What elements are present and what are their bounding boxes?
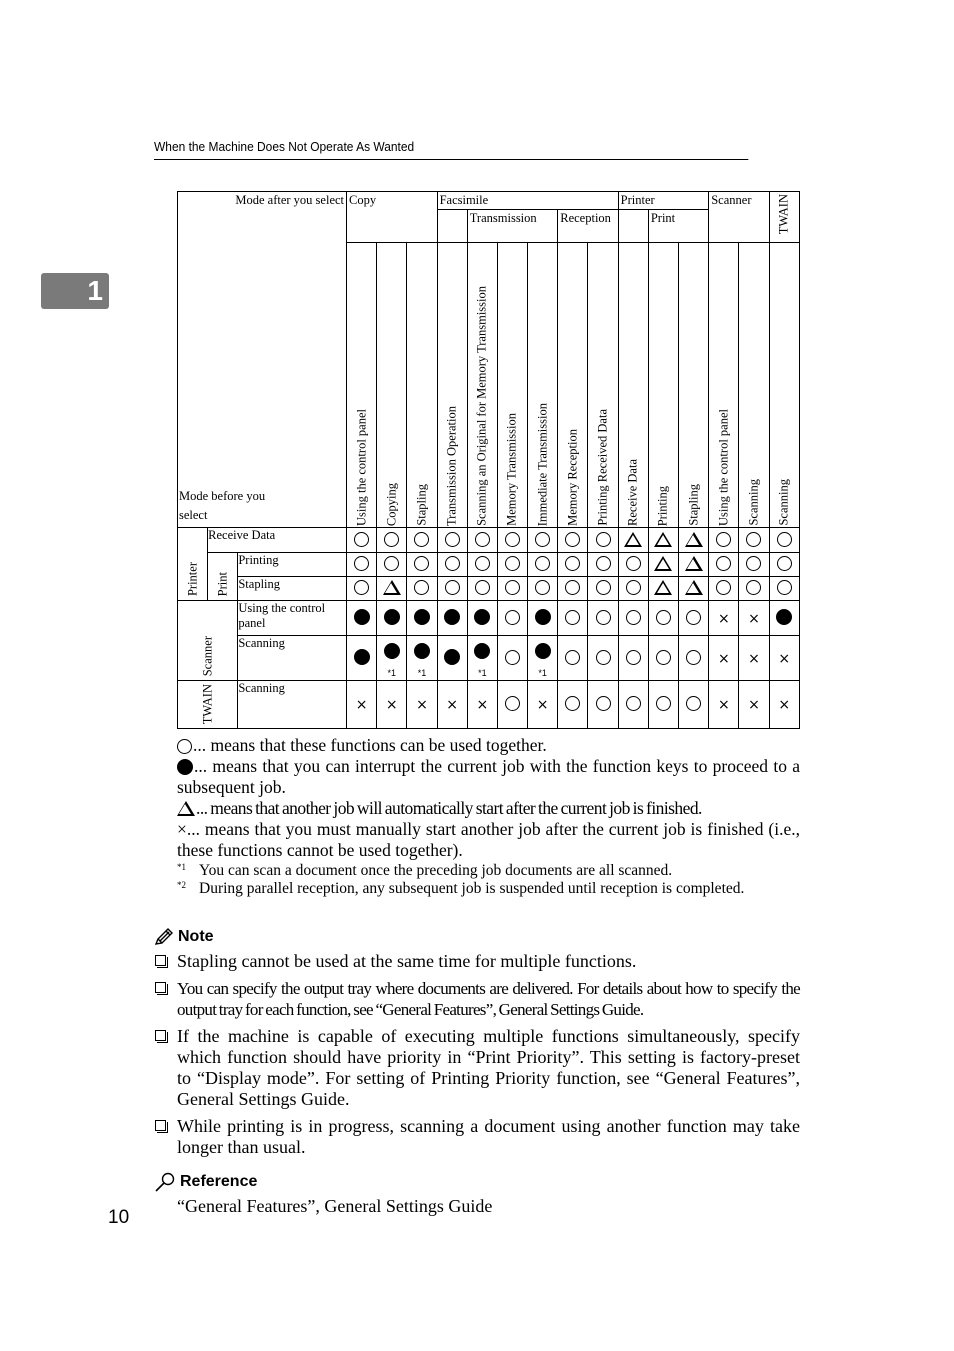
open-circle-icon <box>716 556 731 571</box>
mark-cell <box>769 681 799 729</box>
open-circle-icon <box>565 650 580 665</box>
triangle-icon <box>685 556 703 571</box>
mark-cell <box>467 601 497 636</box>
filled-circle-icon <box>444 649 460 665</box>
open-circle-icon <box>535 532 550 547</box>
filled-circle-icon <box>474 609 490 625</box>
filled-circle-icon <box>474 643 490 659</box>
mark-cell <box>618 601 648 636</box>
fax-spacer <box>437 210 467 243</box>
open-circle-icon <box>626 610 641 625</box>
filled-circle-icon <box>177 759 193 775</box>
group-twain-label: TWAIN <box>776 194 791 235</box>
cross-icon: × <box>778 697 791 713</box>
note-item: Stapling cannot be used at the same time for multiple functions. <box>154 951 800 972</box>
open-circle-icon <box>445 580 460 595</box>
mark-cell <box>437 681 467 729</box>
reference-heading: Reference <box>154 1172 257 1192</box>
mark-cell <box>528 553 558 577</box>
legend <box>177 735 800 861</box>
cross-icon: × <box>446 697 459 713</box>
filled-circle-icon <box>776 609 792 625</box>
legend-open: ... means that these functions can be used together. <box>177 735 800 756</box>
mark-cell <box>528 577 558 601</box>
mark-cell <box>528 636 558 681</box>
mark-cell <box>769 553 799 577</box>
open-circle-icon <box>177 739 192 754</box>
open-circle-icon <box>626 650 641 665</box>
row-label: Receive Data <box>208 528 347 553</box>
column-header: Using the control panel <box>709 243 739 528</box>
open-circle-icon <box>596 556 611 571</box>
mark-cell <box>558 636 588 681</box>
mark-cell <box>588 636 618 681</box>
open-circle-icon <box>777 532 792 547</box>
mark-cell <box>558 577 588 601</box>
pencil-icon <box>154 928 174 946</box>
table-row <box>178 636 800 681</box>
open-circle-icon <box>596 532 611 547</box>
open-circle-icon <box>414 556 429 571</box>
group-copy: Copy <box>347 192 438 243</box>
mark-cell <box>769 636 799 681</box>
open-circle-icon <box>596 696 611 711</box>
mark-cell <box>528 681 558 729</box>
mark-cell <box>679 528 709 553</box>
column-header: Immediate Transmission <box>528 243 558 528</box>
open-circle-icon <box>475 532 490 547</box>
cross-icon: × <box>748 610 760 627</box>
mark-cell <box>377 577 407 601</box>
open-circle-icon <box>716 580 731 595</box>
column-header: Printing Received Data <box>588 243 618 528</box>
filled-circle-icon <box>535 643 551 659</box>
mark-cell <box>679 681 709 729</box>
magnifier-icon <box>154 1172 176 1192</box>
mark-cell <box>467 577 497 601</box>
mark-cell <box>437 601 467 636</box>
filled-circle-icon <box>444 609 460 625</box>
open-circle-icon <box>626 696 641 711</box>
triangle-icon <box>685 532 703 547</box>
mark-cell <box>347 528 377 553</box>
mark-cell <box>739 553 769 577</box>
row-label: Stapling <box>238 577 347 601</box>
mark-cell <box>618 528 648 553</box>
group-print: Print <box>648 210 708 243</box>
mark-cell <box>588 681 618 729</box>
row-group-twain: TWAIN <box>178 681 238 729</box>
mark-cell <box>588 577 618 601</box>
mark-cell <box>679 577 709 601</box>
mark-cell <box>407 528 437 553</box>
triangle-icon <box>383 580 401 595</box>
page-number: 10 <box>108 1207 130 1228</box>
column-header: Copying <box>377 243 407 528</box>
mark-cell <box>347 601 377 636</box>
mark-cell <box>558 553 588 577</box>
mark-cell <box>377 681 407 729</box>
mark-cell <box>739 601 769 636</box>
row-group-printer: Printer <box>178 528 208 601</box>
mark-cell <box>407 636 437 681</box>
column-header: Stapling <box>407 243 437 528</box>
mark-cell <box>769 528 799 553</box>
column-header: Memory Reception <box>558 243 588 528</box>
mark-cell <box>407 553 437 577</box>
mark-cell <box>648 577 678 601</box>
open-circle-icon <box>505 696 520 711</box>
cross-icon: × <box>748 697 760 713</box>
open-circle-icon <box>626 580 641 595</box>
printer-spacer <box>618 210 648 243</box>
open-circle-icon <box>565 532 580 547</box>
row-label: Scanning <box>238 681 347 729</box>
mark-cell <box>739 636 769 681</box>
mark-cell <box>709 681 739 729</box>
checkbox-bullet-icon <box>155 1030 166 1041</box>
open-circle-icon <box>626 556 641 571</box>
mark-cell <box>407 681 437 729</box>
footnote: *2 During parallel reception, any subsequent job is suspended until reception is completed. <box>177 879 745 897</box>
mark-cell <box>377 601 407 636</box>
open-circle-icon <box>505 556 520 571</box>
filled-circle-icon <box>535 609 551 625</box>
mark-cell <box>679 601 709 636</box>
mark-cell <box>497 601 527 636</box>
note-heading: Note <box>154 928 214 946</box>
reference-text: “General Features”, General Settings Guide <box>177 1196 493 1216</box>
mark-cell <box>497 553 527 577</box>
open-circle-icon <box>656 696 671 711</box>
row-group-scanner: Scanner <box>178 601 238 681</box>
mark-cell <box>648 636 678 681</box>
table-row <box>178 577 800 601</box>
mark-cell <box>528 601 558 636</box>
checkbox-bullet-icon <box>155 982 166 993</box>
cross-icon: × <box>778 650 791 667</box>
cross-icon: × <box>355 697 368 713</box>
mark-cell <box>497 636 527 681</box>
column-header: Transmission Operation <box>437 243 467 528</box>
cross-icon: × <box>385 697 398 713</box>
open-circle-icon <box>565 610 580 625</box>
mark-cell <box>467 681 497 729</box>
legend-fill: ... means that you can interrupt the current job with the function keys to proceed to a subsequent job. <box>177 756 800 797</box>
column-header: Printing <box>648 243 678 528</box>
mode-after-label: Mode after you select <box>235 193 345 207</box>
triangle-icon <box>654 532 672 547</box>
mark-cell <box>467 528 497 553</box>
group-printer: Printer <box>618 192 709 210</box>
column-header: Scanning an Original for Memory Transmission <box>467 243 497 528</box>
mark-cell <box>769 601 799 636</box>
mark-cell <box>437 636 467 681</box>
mark-cell <box>437 577 467 601</box>
open-circle-icon <box>565 556 580 571</box>
mark-cell <box>467 553 497 577</box>
cross-icon: × <box>748 650 760 667</box>
mark-cell <box>709 601 739 636</box>
mark-cell <box>497 681 527 729</box>
open-circle-icon <box>505 580 520 595</box>
open-circle-icon <box>475 556 490 571</box>
open-circle-icon <box>686 650 701 665</box>
row-label: Using the control panel <box>238 601 347 636</box>
table-row <box>178 601 800 636</box>
mark-cell <box>648 681 678 729</box>
triangle-icon <box>685 580 703 595</box>
mark-cell <box>347 681 377 729</box>
open-circle-icon <box>596 650 611 665</box>
open-circle-icon <box>505 532 520 547</box>
mark-cell <box>679 553 709 577</box>
mark-cell <box>588 601 618 636</box>
open-circle-icon <box>414 580 429 595</box>
mode-before-label: Mode before you select <box>179 489 266 522</box>
open-circle-icon <box>716 532 731 547</box>
open-circle-icon <box>565 580 580 595</box>
open-circle-icon <box>384 532 399 547</box>
table-row <box>178 681 800 729</box>
group-twain <box>769 192 799 243</box>
open-circle-icon <box>354 580 369 595</box>
legend-x: ×... means that you must manually start another job after the current job is finished (i.e., these functions cannot be used together). <box>177 819 800 860</box>
open-circle-icon <box>777 556 792 571</box>
footnote-reference: *1 <box>387 668 397 678</box>
footnote-reference: *1 <box>538 668 547 678</box>
column-header: Scanning <box>769 243 799 528</box>
cross-icon: × <box>717 610 730 627</box>
mark-cell <box>618 681 648 729</box>
mark-cell <box>407 577 437 601</box>
mark-cell <box>437 553 467 577</box>
triangle-icon <box>624 532 642 547</box>
row-label: Printing <box>238 553 347 577</box>
mark-cell <box>588 553 618 577</box>
mark-cell <box>709 528 739 553</box>
mark-cell <box>739 577 769 601</box>
mark-cell <box>347 577 377 601</box>
cross-icon: × <box>717 650 730 667</box>
open-circle-icon <box>686 696 701 711</box>
group-scanner: Scanner <box>709 192 769 243</box>
mark-cell <box>618 553 648 577</box>
note-item: You can specify the output tray where documents are delivered. For details about how to specify the output tray for each function, see “General Features”, General Settings Guide. <box>154 978 800 1020</box>
open-circle-icon <box>354 532 369 547</box>
group-reception: Reception <box>558 210 618 243</box>
open-circle-icon <box>354 556 369 571</box>
open-circle-icon <box>535 580 550 595</box>
open-circle-icon <box>596 580 611 595</box>
mark-cell <box>528 528 558 553</box>
mark-cell <box>558 528 588 553</box>
mark-cell <box>377 636 407 681</box>
open-circle-icon <box>475 580 490 595</box>
group-transmission: Transmission <box>467 210 558 243</box>
open-circle-icon <box>656 650 671 665</box>
checkbox-bullet-icon <box>155 955 166 966</box>
filled-circle-icon <box>414 609 430 625</box>
legend-tri: ... means that another job will automatically start after the current job is finished. <box>177 798 800 819</box>
note-item: While printing is in progress, scanning a document using another function may take longer than usual. <box>154 1116 800 1158</box>
function-compatibility-table <box>177 191 800 729</box>
checkbox-bullet-icon <box>155 1120 166 1131</box>
open-circle-icon <box>777 580 792 595</box>
column-header: Using the control panel <box>347 243 377 528</box>
mark-cell <box>467 636 497 681</box>
group-facsimile: Facsimile <box>437 192 618 210</box>
column-header: Memory Transmission <box>497 243 527 528</box>
mark-cell <box>497 528 527 553</box>
running-header: When the Machine Does Not Operate As Wanted <box>154 139 748 160</box>
open-circle-icon <box>445 556 460 571</box>
cross-icon: × <box>717 697 730 713</box>
cross-icon: × <box>536 697 549 713</box>
open-circle-icon <box>414 532 429 547</box>
mark-cell <box>377 553 407 577</box>
mark-cell <box>648 553 678 577</box>
mark-cell <box>648 528 678 553</box>
mark-cell <box>588 528 618 553</box>
note-item: If the machine is capable of executing multiple functions simultaneously, specify which function should have priority in “Print Priority”. This setting is factory-preset to “Display mode”. For setting of Printing Priority function, see “General Features”, General Settings Guide. <box>154 1026 800 1110</box>
column-header: Stapling <box>679 243 709 528</box>
open-circle-icon <box>746 556 761 571</box>
column-header: Receive Data <box>618 243 648 528</box>
open-circle-icon <box>384 556 399 571</box>
triangle-icon <box>177 801 195 816</box>
mark-cell <box>347 636 377 681</box>
open-circle-icon <box>656 610 671 625</box>
row-label: Scanning <box>238 636 347 681</box>
filled-circle-icon <box>384 609 400 625</box>
open-circle-icon <box>596 610 611 625</box>
mark-cell <box>558 681 588 729</box>
footnote-reference: *1 <box>417 668 427 678</box>
triangle-icon <box>654 556 672 571</box>
mark-cell <box>377 528 407 553</box>
mark-cell <box>679 636 709 681</box>
open-circle-icon <box>565 696 580 711</box>
note-list <box>154 951 800 1164</box>
open-circle-icon <box>746 580 761 595</box>
table-corner <box>178 192 347 528</box>
mark-cell <box>709 553 739 577</box>
mark-cell <box>648 601 678 636</box>
filled-circle-icon <box>384 643 400 659</box>
table-row <box>178 528 800 553</box>
mark-cell <box>618 636 648 681</box>
table-row <box>178 553 800 577</box>
mark-cell <box>497 577 527 601</box>
mark-cell <box>739 528 769 553</box>
open-circle-icon <box>505 610 520 625</box>
mark-cell <box>769 577 799 601</box>
mark-cell <box>709 577 739 601</box>
triangle-icon <box>654 580 672 595</box>
filled-circle-icon <box>354 609 370 625</box>
mark-cell <box>437 528 467 553</box>
open-circle-icon <box>445 532 460 547</box>
filled-circle-icon <box>354 649 370 665</box>
mark-cell <box>739 681 769 729</box>
footnote-reference: *1 <box>478 668 487 678</box>
open-circle-icon <box>746 532 761 547</box>
footnote: *1 You can scan a document once the preceding job documents are all scanned. <box>177 862 673 879</box>
mark-cell <box>407 601 437 636</box>
cross-icon: × <box>476 697 489 713</box>
mark-cell <box>618 577 648 601</box>
open-circle-icon <box>505 650 520 665</box>
mark-cell <box>347 553 377 577</box>
open-circle-icon <box>535 556 550 571</box>
cross-icon: × <box>416 697 428 713</box>
footnotes <box>177 862 800 897</box>
mark-cell <box>558 601 588 636</box>
filled-circle-icon <box>414 643 430 659</box>
mark-cell <box>709 636 739 681</box>
open-circle-icon <box>686 610 701 625</box>
row-group-print: Print <box>208 553 238 601</box>
column-header: Scanning <box>739 243 769 528</box>
chapter-tab: 1 <box>41 273 109 309</box>
